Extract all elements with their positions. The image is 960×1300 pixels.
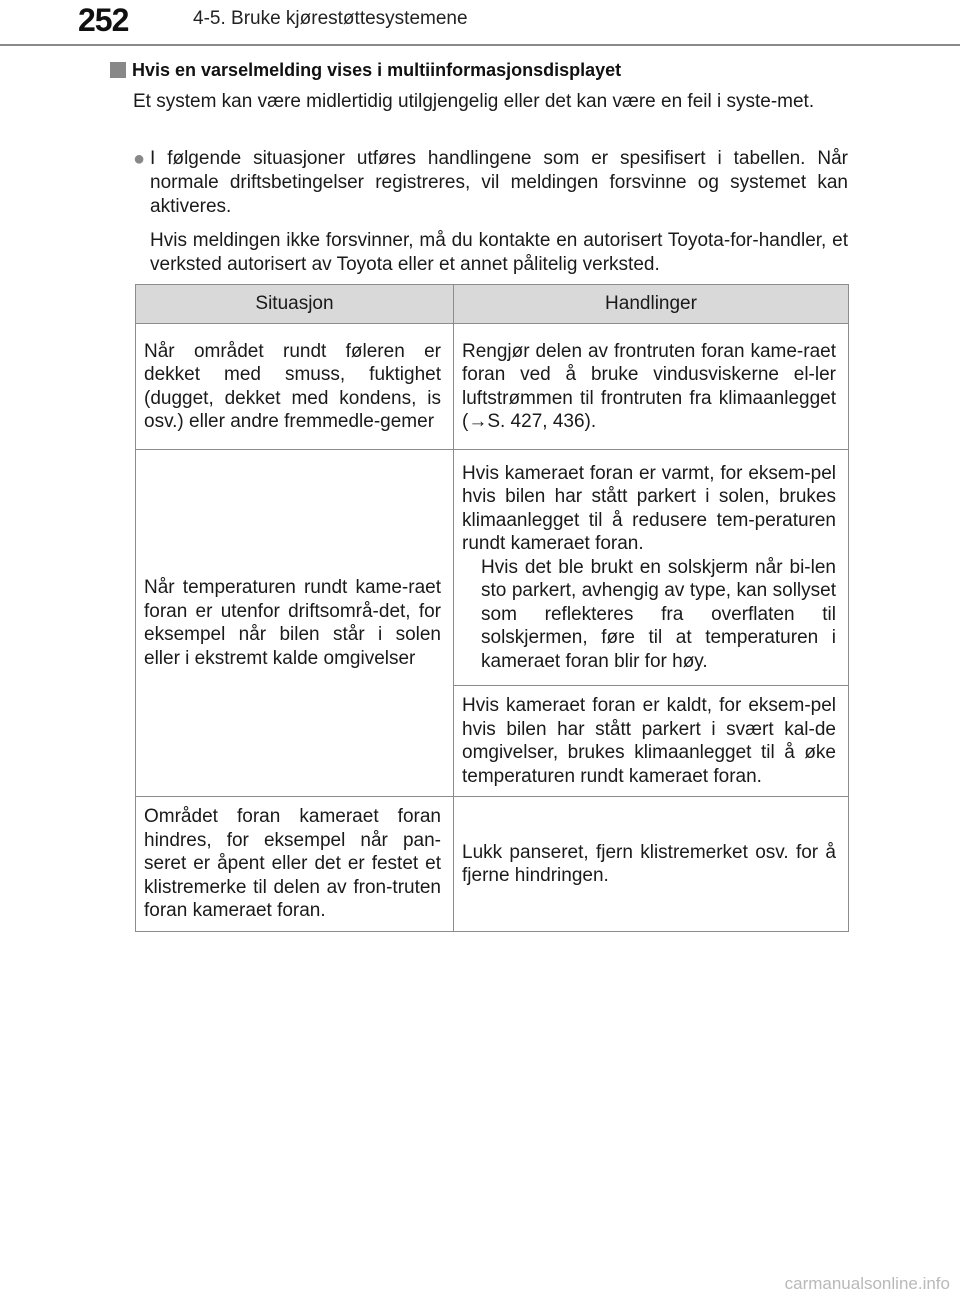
table-row [136,450,849,686]
header-actions: Handlinger [454,285,849,324]
watermark: carmanualsonline.info [784,1274,950,1293]
section-heading-text: Hvis en varselmelding vises i multiinformasjonsdisplayet [132,60,622,80]
page-number: 252 [78,2,129,38]
header-situation: Situasjon [136,285,454,324]
table-header-row [136,285,849,324]
action-cell: Lukk panseret, fjern klistremerket osv. for å fjerne hindringen. [454,797,849,932]
header-divider [0,44,960,46]
chapter-title: 4-5. Bruke kjørestøttesystemene [193,8,468,29]
action-warm-note: Hvis det ble brukt en solskjerm når bi-len sto parkert, avhengig av type, kan sollyset som reflekteres fra overflaten til solskjermen, føre til at temperaturen i kameraet foran blir for høy. [481,556,836,672]
situation-cell: Området foran kameraet foran hindres, for eksempel når pan-seret er åpent eller det er festet et klistremerke til delen av fron-truten foran kameraet foran. [136,797,454,932]
situation-cell: Når temperaturen rundt kame-raet foran er utenfor driftsområ-det, for eksempel når bilen står i solen eller i ekstremt kalde omgivelser [136,450,454,797]
page-header [0,0,960,44]
section-heading [110,60,621,81]
note-paragraph: Hvis meldingen ikke forsvinner, må du kontakte en autorisert Toyota-for-handler, et verksted autorisert av Toyota eller et annet pålitelig verksted. [150,230,848,275]
intro-paragraph: Et system kan være midlertidig utilgjengelig eller det kan være en feil i syste-met. [133,91,815,112]
circle-bullet-icon: ● [133,148,146,170]
action-cell [454,450,849,686]
table-row [136,324,849,450]
bullet-block [133,147,848,277]
situation-cell: Når området rundt føleren er dekket med smuss, fuktighet (dugget, dekket med kondens, is osv.) eller andre fremmedle-gemer [136,324,454,450]
situation-table [135,284,849,932]
square-bullet-icon [110,62,126,78]
bullet-paragraph: I følgende situasjoner utføres handlingene som er spesifisert i tabellen. Når normale driftsbetingelser registreres, vil meldingen forsvinne og systemet kan aktiveres. [150,148,848,217]
action-warm-text: Hvis kameraet foran er varmt, for eksem-pel hvis bilen har stått parkert i solen, brukes klimaanlegget til å redusere tem-peraturen rundt kameraet foran. [462,462,836,555]
action-cell: Hvis kameraet foran er kaldt, for eksem-pel hvis bilen har stått parkert i svært kal-de omgivelser, brukes klimaanlegget til å øke temperaturen rundt kameraet foran. [454,686,849,797]
table-row [136,797,849,932]
action-cell: Rengjør delen av frontruten foran kame-raet foran ved å bruke vindusviskerne el-ler luftstrømmen til frontruten fra klimaanlegget (→S. 427, 436). [454,324,849,450]
